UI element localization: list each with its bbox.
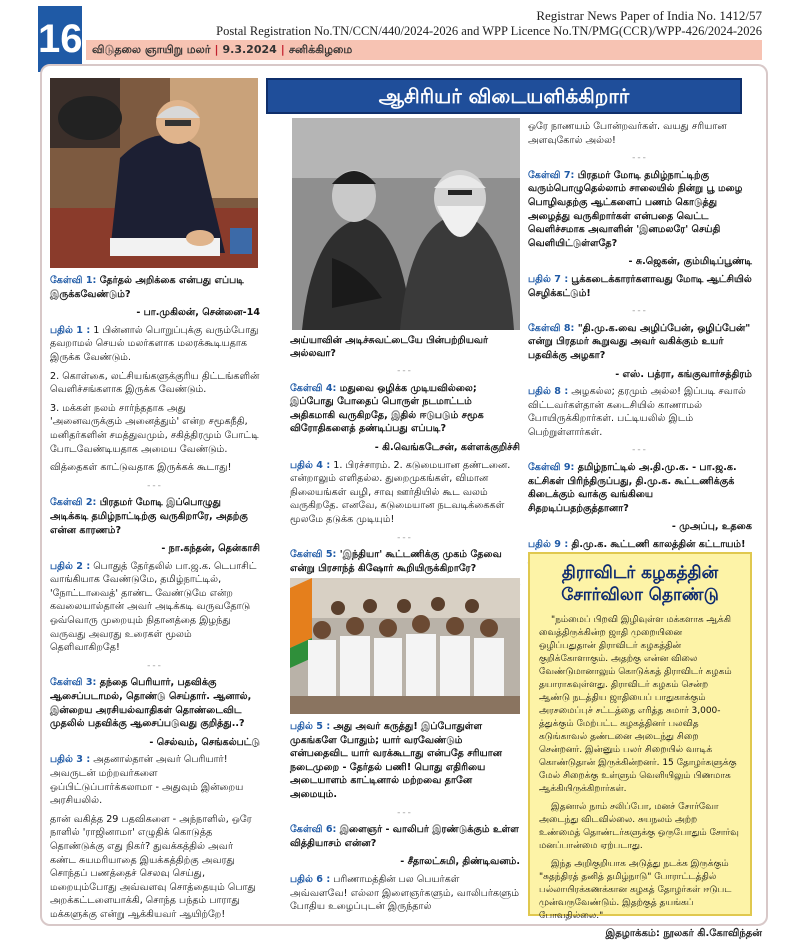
- question-8-author: - எஸ். பத்ரா, கங்குவார்சத்திரம்: [615, 368, 752, 380]
- question-5: [290, 548, 520, 575]
- divider: ---: [397, 807, 413, 818]
- answer-1-p4: வித்தைகள் காட்டுவதாக இருக்கக் கூடாது!: [50, 462, 232, 474]
- answer-6-continued: ஒரே நாணயம் போன்றவர்கள். வயது சரியான அளவுகோல் அல்ல!: [528, 121, 727, 146]
- photo-leader-writing: [50, 78, 258, 268]
- question-9-text: தமிழ்நாட்டில் அ.தி.மு.க. - பா.ஜ.க. கட்சிகள் பிரிந்திருப்பது, தி.மு.க. கூட்டணிக்குக் கிடைக்கும் வாக்கு வங்கியை சிதறடிப்பதற்குத்தானா?: [528, 462, 737, 514]
- quote-box-p1: "நம்மைப் பிறவி இழிவுள்ள மக்களாக ஆக்கி வைத்திருக்கின்ற ஜாதி முறையினை ஒழிப்பதுதான் திராவிடர் கழகத்தின் குறிக்கோளாகும். அதற்கு என்ன விலை வேண்டுமானாலும் கொடுக்கத் திராவிடர் கழகம் தயாராகவுள்ளது. திராவிடர் கழகம் சென்ற ஆண்டு நடத்திய ஜாதியைப் பாதுகாக்கும் அரசமைப்புச் சட்டத்தை எரித்த சுமார் 3,000- த்துக்கும் மேற்பட்ட கழகத்தினர் பலவித கடுங்காவல் தண்டனை அடைந்து சிறை சென்றனர். இன்னும் பலர் சிறையில் வாடிக் கொண்டுதான் இருக்கின்றனர். 15 தோழர்களுக்கு மேல் சிறைக்கு உள்ளும் வெளியிலும் பிணமாக ஆக்கியிருக்கிறார்கள்.: [539, 615, 737, 794]
- issue-day: சனிக்கிழமை: [288, 43, 353, 56]
- date-bar: [86, 40, 762, 60]
- question-2-author: - நா.கந்தன், தென்காசி: [161, 543, 260, 555]
- answer-7-label: பதில் 7 :: [528, 273, 569, 285]
- question-3: [50, 676, 260, 730]
- answer-4: [290, 459, 520, 527]
- separator: |: [214, 43, 219, 56]
- divider: ---: [632, 306, 648, 317]
- answer-8-text: அழகல்ல; தரமும் அல்ல! இப்படி சவால் விட்டவர்கள்தான் கடைசியில் காணாமல் போயிருக்கிறார்கள். பட்டியலில் இடம் பெற்றுள்ளார்கள்.: [528, 386, 746, 438]
- question-7-author: - சு.ஜெகன், கும்மிடிப்பூண்டி: [628, 256, 752, 268]
- question-2: [50, 496, 260, 537]
- issue-date: 9.3.2024: [222, 43, 277, 56]
- answer-6-text: பரிணாமத்தின் பல பெயர்கள் அவ்வளவே! எல்லா இளைஞர்களும், வாலிபர்களும் போதிய உழைப்புடன் இருந்தால்: [290, 873, 520, 913]
- question-9-label: கேள்வி 9:: [528, 462, 575, 474]
- answer-8-label: பதில் 8 :: [528, 386, 569, 398]
- question-7: [528, 169, 752, 251]
- separator: |: [280, 43, 285, 56]
- column-2: [290, 334, 520, 598]
- question-8-text: "தி.மு.க.வை அழிப்பேன், ஒழிப்பேன்" என்று பிரதமர் கூறுவது அவர் வகிக்கும் உயர் பதவிக்கு அழகா?: [528, 322, 751, 361]
- answer-4-label: பதில் 4 :: [290, 459, 331, 471]
- photo-alliance-leaders: [290, 578, 520, 714]
- quote-box-p2: இதனால் நாம் சலிப்போ, மனச் சோர்வோ அடைந்து விடவில்லை. சுயநலம் அற்ற உண்மைத் தொண்டர்களுக்கு ஒருபோதும் சோர்வு மனப்பான்மை ஏற்படாது.: [539, 802, 739, 851]
- question-7-label: கேள்வி 7:: [528, 169, 575, 181]
- answer-7: [528, 273, 752, 300]
- question-8-label: கேள்வி 8:: [528, 322, 575, 334]
- answer-8: [528, 385, 752, 439]
- page-number: 16: [38, 6, 82, 72]
- question-7-text: பிரதமர் மோடி தமிழ்நாட்டிற்கு வரும்பொழுதெல்லாம் சாலையில் நின்று பூ மழை பொழிவதற்கு ஆட்களைப் பணம் கொடுத்து அழைத்து வருகிறார்கள் என்பதை வெட்ட வெளிச்சமாக அவாளின் 'இனமலரே' செய்தி வெளியிட்டுள்ளதே?: [528, 169, 743, 249]
- article-area: [40, 64, 768, 926]
- answer-7-text: பூக்கடைக்காரர்களாவது மோடி ஆட்சியில் செழிக்கட்டும்!: [528, 273, 752, 299]
- quote-box-title: திராவிடர் கழகத்தின் சோர்விலா தொண்டு: [561, 563, 719, 605]
- column-1: [50, 274, 260, 926]
- question-6: [290, 823, 520, 850]
- question-8: [528, 322, 752, 363]
- question-9: [528, 461, 752, 515]
- question-4-text: மதுவை ஒழிக்க முடியவில்லை; இப்போது போதைப் பொருள் நடமாட்டம் அதிகமாகி வருகிறதே, இதில் ஈடுபடும் சமூக விரோதிகளைத் தண்டிப்பது எப்படி?: [290, 382, 484, 435]
- answer-1-p1: 1 பின்னால் பொறுப்புக்கு வரும்போது தவறாமல் செயல் மலர்களாக மலரக்கூடியதாக இருக்க வேண்டும்.: [50, 324, 259, 363]
- question-9-author: - முஅப்பு, உதகை: [671, 521, 752, 533]
- answer-2-text: பொதுத் தேர்தலில் பா.ஜ.க. டெபாசிட் வாங்கியாக வேண்டுமே, தமிழ்நாட்டில், 'நோட்டாவைத்' தாண்ட வேண்டுமே என்ற கவலையால்தான் அவர் அடிக்கடி வருவதோடு ஒவ்வொரு முறையும் நிதானத்தை இழந்து வருவது அவரது உரைகள் மூலம் தெளிவாகிறதே!: [50, 560, 257, 654]
- question-5-text: 'இந்தியா' கூட்டணிக்கு முகம் தேவை என்று பிரசாந்த் கிஷோர் கூறியிருக்கிறாரே?: [290, 549, 502, 574]
- question-5-label: கேள்வி 5:: [290, 549, 337, 561]
- compiler-credit: இதழாக்கம்: நூலகர் கி.கோவிந்தன்: [605, 928, 762, 939]
- answer-5-text: அது அவர் கருத்து! இப்போதுள்ள முகங்களே போதும்; யார் வரவேண்டும் என்பதைவிட யார் வரக்கூடாது என்பதே சரியான நடைமுறை - தேர்தல் பணி! பொது எதிரியை அடையாளம் காட்டினால் மற்றவை தானே அமையும்.: [290, 721, 503, 800]
- divider: ---: [147, 660, 163, 671]
- answer-2-label: பதில் 2 :: [50, 560, 91, 572]
- divider: ---: [632, 445, 648, 456]
- answer-1-label: பதில் 1 :: [50, 324, 91, 336]
- photo-caption: அய்யாவின் அடிச்சுவட்டையே பின்பற்றியவர் அல்லவா?: [290, 335, 488, 359]
- paper-name: விடுதலை ஞாயிறு மலர்: [92, 43, 211, 56]
- answer-5: [290, 720, 520, 802]
- quote-box: [528, 552, 752, 921]
- photo-alliance-leaders-image: [290, 578, 520, 714]
- question-1-text: தேர்தல் அறிக்கை என்பது எப்படி இருக்கவேண்டும்?: [50, 275, 244, 300]
- divider: ---: [632, 153, 648, 164]
- question-1: [50, 274, 260, 301]
- question-3-author: - செல்வம், செங்கல்பட்டு: [149, 736, 260, 748]
- question-2-label: கேள்வி 2:: [50, 497, 97, 509]
- divider: ---: [147, 480, 163, 491]
- section-title: ஆசிரியர் விடையளிக்கிறார்: [266, 78, 742, 114]
- registrar-line: Registrar News Paper of India No. 1412/57: [536, 8, 762, 23]
- question-6-author: - சீதாலட்சுமி, திண்டிவனம்.: [400, 856, 520, 868]
- photo-leader-writing-image: [50, 78, 258, 268]
- answer-9-text: தி.மு.க. கூட்டணி காலத்தின் கட்டாயம்!: [571, 539, 746, 551]
- question-2-text: பிரதமர் மோடி இப்பொழுது அடிக்கடி தமிழ்நாட்டிற்கு வருகிறாரே, அதற்கு என்ன காரணம்?: [50, 497, 248, 536]
- answer-3-p1: அதனால்தான் அவர் பெரியார்! அவருடன் மற்றவர்களை ஒப்பிட்டுப்பார்க்கலாமா - அதுவும் இன்றைய அரசியலில்.: [50, 754, 244, 807]
- column-3: [528, 120, 752, 570]
- divider: ---: [397, 366, 413, 376]
- question-4: [290, 382, 520, 436]
- answer-6-label: பதில் 6 :: [290, 873, 331, 885]
- postal-registration-line: Postal Registration No.TN/CCN/440/2024-2026 and WPP Licence No.TN/PMG(CCR)/WPP-426/2024-2026: [216, 24, 762, 38]
- question-1-label: கேள்வி 1:: [50, 275, 97, 286]
- question-6-text: இளைஞர் - வாலிபர் இரண்டுக்கும் உள்ள வித்தியாசம் என்ன?: [290, 824, 519, 849]
- divider: ---: [397, 532, 413, 543]
- question-3-label: கேள்வி 3:: [50, 677, 97, 689]
- answer-4-text: 1. பிரச்சாரம். 2. கடுமையான தண்டனை. என்றாலும் எளிதல்ல. துறைமுகங்கள், விமான நிலையங்கள் வழி, சாவு ஊர்தியில் கூட வலம் வருகிறதே. எனவே, கடுமையான நடவடிக்கைகள் மூலமே தடுக்க முடியும்!: [290, 459, 511, 525]
- question-4-author: - கி.வெங்கடேசன், கள்ளக்குறிச்சி: [374, 441, 520, 453]
- question-4-label: கேள்வி 4:: [290, 382, 337, 394]
- question-1-author: - பா.முகிலன், சென்னை-14: [136, 307, 260, 319]
- answer-3-p2: தான் வகித்த 29 பதவிகளை - அந்நாளில், ஒரே நாளில் 'ராஜினாமா' எழுதிக் கொடுத்த தொண்டுக்கு எது நிகர்? துவக்கத்தில் அவர் கண்ட சுயமரியாதை இயக்கத்திற்கு அவரது சொந்தப் பணத்தைச் செலவு செய்து, மறையும்போது அவ்வளவு சொத்தையும் பொது அறக்கட்டளையாக்கி, சொந்த பந்தம் பாராது மக்களுக்கு என்று ஆக்கியவர் ஆயிற்றே!: [50, 813, 256, 920]
- answer-3: [50, 753, 260, 807]
- question-6-label: கேள்வி 6:: [290, 824, 337, 836]
- answer-5-label: பதில் 5 :: [290, 721, 331, 732]
- answer-1: [50, 324, 260, 365]
- answer-9-label: பதில் 9 :: [528, 539, 569, 551]
- answer-3-label: பதில் 3 :: [50, 754, 91, 766]
- quote-box-p3: இந்த அறிகுறியாக அடுத்து நடக்க இருக்கும் "சுதந்திரத் தனித் தமிழ்நாடு" போராட்டத்தில் பல்லாயிரக்கணக்கான கழகத் தோழர்கள் ஈடுபட முன்வருவேண்டும். இதற்குத் தயங்கப் போவதில்லை.": [539, 859, 732, 921]
- photo-periyar-maniammai-image: [292, 118, 520, 330]
- answer-1-p3: 3. மக்கள் நலம் சார்ந்ததாக அது 'அனைவருக்கும் அனைத்தும்' என்ற சமூகநீதி, மனிதர்களின் சமத்துவமும், சகித்திரமும் போட்டி போடவேண்டியதாக அமைய வேண்டும்.: [50, 402, 259, 455]
- column-2-lower: [290, 720, 520, 919]
- answer-1-p2: 2. கொள்கை, லட்சியங்களுக்குரிய திட்டங்களின் வெளிச்சங்களாக இருக்க வேண்டும்.: [50, 370, 260, 396]
- question-3-text: தந்தை பெரியார், பதவிக்கு ஆசைப்படாமல், தொண்டு செய்தார். ஆனால், இன்றைய அரசியல்வாதிகள் தொண்டைவிட முதலில் பதவிக்கு ஆசைப்படுவது குறித்து..?: [50, 677, 252, 730]
- answer-2: [50, 560, 260, 655]
- answer-6: [290, 873, 520, 914]
- photo-periyar-maniammai: [292, 118, 520, 330]
